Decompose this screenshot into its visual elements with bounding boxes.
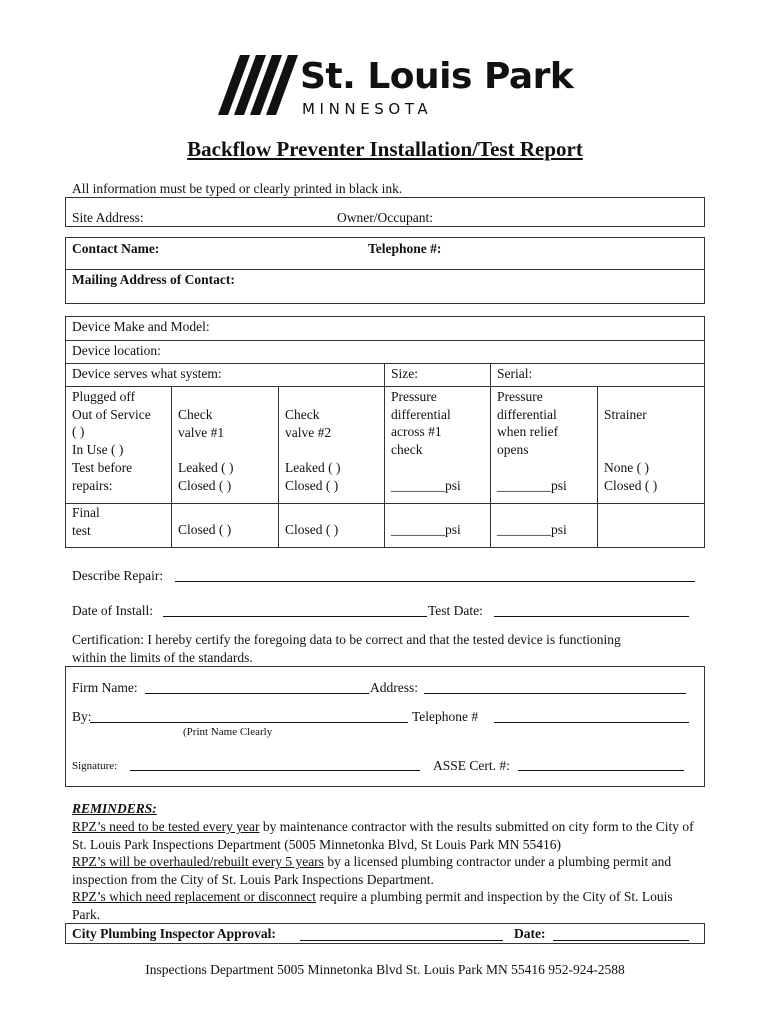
form-title: Backflow Preventer Installation/Test Report [187, 137, 583, 161]
firm-telephone-field[interactable] [494, 722, 689, 723]
reminder-3-title: RPZ’s which need replacement or disconnect [72, 889, 317, 904]
describe-repair-field[interactable] [175, 581, 695, 582]
device-system-label[interactable]: Device serves what system: [72, 366, 222, 381]
differential-1-before-field[interactable]: ________psi [391, 478, 461, 493]
asse-cert-field[interactable] [518, 770, 684, 771]
test-date-label: Test Date: [428, 603, 483, 618]
logo-state: MINNESOTA [302, 100, 433, 118]
check-valve-1-before[interactable]: Leaked ( ) Closed ( ) [178, 460, 234, 493]
firm-address-field[interactable] [424, 693, 686, 694]
check-valve-1-header: Check valve #1 [178, 407, 225, 440]
differential-1-final-field[interactable]: ________psi [391, 522, 461, 537]
strainer-before[interactable]: None ( ) Closed ( ) [604, 460, 658, 493]
check-valve-2-header: Check valve #2 [285, 407, 332, 440]
relief-differential-header: Pressure differential when relief opens [497, 389, 559, 457]
reminder-1-text: by maintenance contractor with the results submitted on city form to the City of St. Louis Park Inspections Department (5005 Minnetonka Blvd, St Louis Park MN 55416) [72, 819, 694, 852]
device-table [65, 316, 705, 548]
owner-label[interactable]: Owner/Occupant: [337, 210, 433, 225]
test-date-field[interactable] [494, 616, 689, 617]
asse-cert-label: ASSE Cert. #: [433, 758, 510, 773]
approval-date-label: Date: [514, 926, 546, 941]
describe-repair-label: Describe Repair: [72, 568, 164, 583]
contact-name-label[interactable]: Contact Name: [72, 241, 160, 256]
firm-name-field[interactable] [145, 693, 369, 694]
serial-label[interactable]: Serial: [497, 366, 533, 381]
reminders-heading: REMINDERS: [72, 801, 157, 816]
mailing-address-label[interactable]: Mailing Address of Contact: [72, 272, 235, 287]
out-of-service-checkbox[interactable]: ( ) [72, 424, 85, 439]
firm-address-label: Address: [370, 680, 418, 695]
by-label: By: [72, 709, 92, 724]
firm-telephone-label: Telephone # [412, 709, 479, 724]
by-field[interactable] [90, 722, 408, 723]
check-valve-1-final[interactable]: Closed ( ) [178, 522, 232, 537]
install-date-label: Date of Install: [72, 603, 153, 618]
status-col-header: Plugged off Out of Service ( ) In Use ( ) [72, 389, 151, 457]
relief-final-field[interactable]: ________psi [497, 522, 567, 537]
size-label[interactable]: Size: [391, 366, 418, 381]
certification-line-2: within the limits of the standards. [72, 650, 253, 665]
contact-telephone-label[interactable]: Telephone #: [368, 241, 442, 256]
reminders-body [72, 818, 702, 923]
reminder-1-title: RPZ’s need to be tested every year [72, 819, 260, 834]
print-name-note: (Print Name Clearly [183, 726, 273, 738]
reminder-2-title: RPZ’s will be overhauled/rebuilt every 5 years [72, 854, 324, 869]
signature-field[interactable] [130, 770, 420, 771]
reminder-2-text: by a licensed plumbing contractor under a plumbing permit and inspection from the City of St. Louis Park Inspections Department. [72, 854, 672, 887]
approval-date-field[interactable] [553, 940, 689, 941]
certification-line-1: Certification: I hereby certify the foregoing data to be correct and that the tested device is functioning [72, 632, 621, 647]
footer-address: Inspections Department 5005 Minnetonka Blvd St. Louis Park MN 55416 952-924-2588 [145, 962, 625, 977]
device-make-model-label[interactable]: Device Make and Model: [72, 319, 210, 334]
inspector-approval-field[interactable] [300, 940, 503, 941]
instructions: All information must be typed or clearly printed in black ink. [72, 181, 403, 196]
in-use-checkbox[interactable]: In Use ( ) [72, 441, 124, 457]
test-before-label: Test before repairs: [72, 460, 133, 493]
site-address-label[interactable]: Site Address: [72, 210, 144, 225]
signature-label: Signature: [72, 760, 118, 772]
check-valve-2-final[interactable]: Closed ( ) [285, 522, 339, 537]
logo-name: St. Louis Park [300, 56, 574, 97]
install-date-field[interactable] [163, 616, 427, 617]
inspector-approval-label: City Plumbing Inspector Approval: [72, 926, 276, 941]
relief-before-field[interactable]: ________psi [497, 478, 567, 493]
reminder-3-text: require a plumbing permit and inspection by the City of St. Louis Park. [72, 889, 673, 922]
pressure-differential-header: Pressure differential across #1 check [391, 389, 451, 457]
firm-name-label: Firm Name: [72, 680, 138, 695]
device-location-label[interactable]: Device location: [72, 343, 161, 358]
final-test-label: Final test [72, 505, 100, 538]
strainer-header: Strainer [604, 407, 647, 422]
check-valve-2-before[interactable]: Leaked ( ) Closed ( ) [285, 460, 341, 493]
